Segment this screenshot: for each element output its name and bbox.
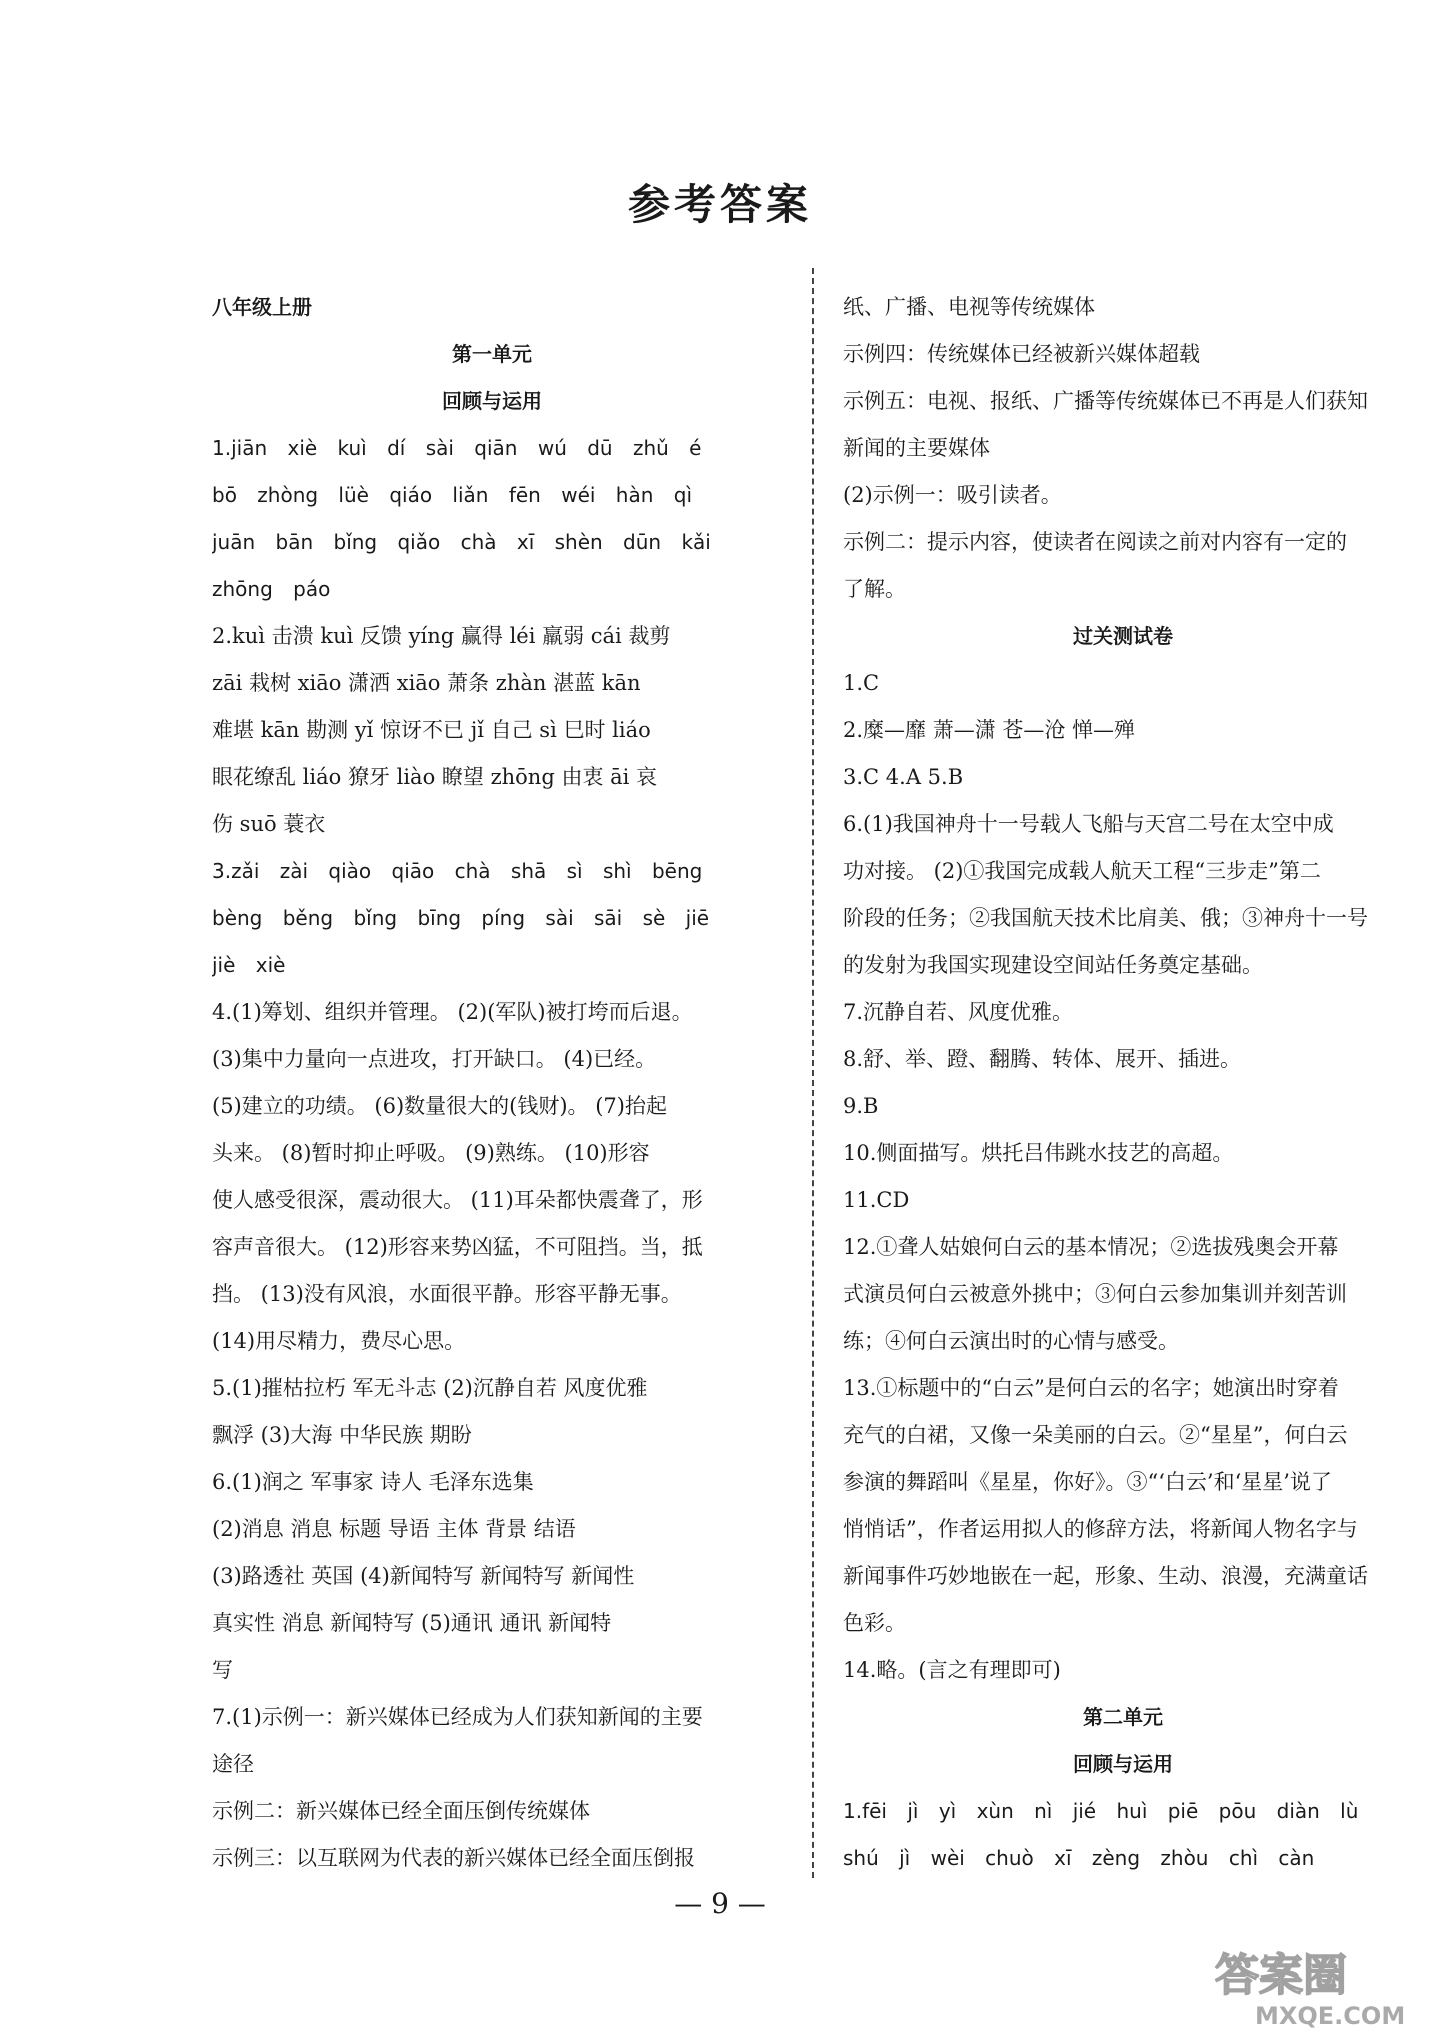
right_column-line: 2.糜—靡 萧—潇 苍—沧 惮—殚: [843, 718, 1136, 742]
right_column-line: 功对接。 (2)①我国完成载人航天工程“三步走”第二: [843, 859, 1321, 883]
right_column-line: 14.略。(言之有理即可): [843, 1658, 1061, 1682]
left_column-line: 难堪 kān 勘测 yǐ 惊讶不已 jǐ 自己 sì 巳时 liáo: [212, 718, 651, 742]
page-title: 参考答案: [627, 180, 812, 229]
left_column-line: (3)路透社 英国 (4)新闻特写 新闻特写 新闻性: [212, 1564, 635, 1588]
left_column-line: zhōng páo: [212, 577, 331, 601]
right_column-line: 1.fēi jì yì xùn nì jié huì piē pōu diàn lù: [843, 1799, 1359, 1823]
left_column-line: 示例三：以互联网为代表的新兴媒体已经全面压倒报: [212, 1846, 695, 1870]
left_column-line: 八年级上册: [212, 295, 312, 319]
left_column-line: 伤 suō 蓑衣: [212, 812, 326, 836]
page-number: — 9 —: [674, 1887, 766, 1920]
right_column-line: 1.C: [843, 671, 880, 695]
left_column-line: 5.(1)摧枯拉朽 军无斗志 (2)沉静自若 风度优雅: [212, 1376, 648, 1400]
left_column-line: 真实性 消息 新闻特写 (5)通讯 通讯 新闻特: [212, 1611, 612, 1635]
watermark-logo: [1207, 1938, 1422, 2033]
right_column-line: 充气的白裙，又像一朵美丽的白云。②“星星”，何白云: [843, 1423, 1348, 1447]
right_column-line: 示例四：传统媒体已经被新兴媒体超载: [843, 342, 1200, 366]
right_column-line: 过关测试卷: [1073, 624, 1173, 648]
watermark-url: MXQE.COM: [1255, 2002, 1406, 2030]
right_column-line: 式演员何白云被意外挑中；③何白云参加集训并刻苦训: [843, 1282, 1347, 1306]
column-divider: [812, 268, 814, 1878]
right_column-line: 8.舒、举、蹬、翻腾、转体、展开、插进。: [843, 1047, 1242, 1071]
right_column-line: (2)示例一：吸引读者。: [843, 483, 1062, 507]
left_column-line: 途径: [212, 1752, 254, 1776]
right_column-line: 新闻的主要媒体: [843, 436, 990, 460]
left_column-line: 7.(1)示例一：新兴媒体已经成为人们获知新闻的主要: [212, 1705, 703, 1729]
right_column-line: 10.侧面描写。烘托吕伟跳水技艺的高超。: [843, 1141, 1234, 1165]
left_column-line: 2.kuì 击溃 kuì 反馈 yíng 赢得 léi 羸弱 cái 裁剪: [212, 624, 671, 648]
left_column-line: 3.zǎi zài qiào qiāo chà shā sì shì bēng: [212, 859, 703, 883]
right_column-line: 练；④何白云演出时的心情与感受。: [843, 1329, 1179, 1353]
left_column-line: 1.jiān xiè kuì dí sài qiān wú dū zhǔ é: [212, 436, 702, 460]
right_column-line: 新闻事件巧妙地嵌在一起，形象、生动、浪漫，充满童话: [843, 1564, 1368, 1588]
right_column-line: 示例五：电视、报纸、广播等传统媒体已不再是人们获知: [843, 389, 1368, 413]
left_column-line: bō zhòng lüè qiáo liǎn fēn wéi hàn qì: [212, 483, 692, 507]
right_column-line: 3.C 4.A 5.B: [843, 765, 964, 789]
right_column-line: shú jì wèi chuò xī zèng zhòu chì càn: [843, 1846, 1315, 1870]
left_column-line: (3)集中力量向一点进攻，打开缺口。 (4)已经。: [212, 1047, 657, 1071]
right_column-line: 参演的舞蹈叫《星星，你好》。③“‘白云’和‘星星’说了: [843, 1470, 1332, 1494]
left_column-line: 写: [212, 1658, 233, 1682]
right_column-line: 悄悄话”，作者运用拟人的修辞方法，将新闻人物名字与: [843, 1517, 1358, 1541]
right_column-line: 11.CD: [843, 1188, 910, 1212]
left_column-line: 第一单元: [452, 342, 532, 366]
left_column-line: 使人感受很深，震动很大。 (11)耳朵都快震聋了，形: [212, 1188, 703, 1212]
right_column-line: 色彩。: [843, 1611, 906, 1635]
left_column-line: juān bān bǐng qiǎo chà xī shèn dūn kǎi: [212, 530, 711, 554]
left_column-line: (2)消息 消息 标题 导语 主体 背景 结语: [212, 1517, 576, 1541]
right_column-line: 的发射为我国实现建设空间站任务奠定基础。: [843, 953, 1263, 977]
left_column-line: 6.(1)润之 军事家 诗人 毛泽东选集: [212, 1470, 534, 1494]
right-column: [843, 284, 1403, 1882]
right_column-line: 第二单元: [1083, 1705, 1163, 1729]
left_column-line: 容声音很大。 (12)形容来势凶猛，不可阻挡。当，抵: [212, 1235, 703, 1259]
left_column-line: (14)用尽精力，费尽心思。: [212, 1329, 466, 1353]
right_column-line: 示例二：提示内容，使读者在阅读之前对内容有一定的: [843, 530, 1347, 554]
right_column-line: 12.①聋人姑娘何白云的基本情况；②选拔残奥会开幕: [843, 1235, 1339, 1259]
left_column-line: (5)建立的功绩。 (6)数量很大的(钱财)。 (7)抬起: [212, 1094, 667, 1118]
left_column-line: zāi 栽树 xiāo 潇洒 xiāo 萧条 zhàn 湛蓝 kān: [212, 671, 641, 695]
right_column-line: 6.(1)我国神舟十一号载人飞船与天宫二号在太空中成: [843, 812, 1334, 836]
right_column-line: 7.沉静自若、风度优雅。: [843, 1000, 1074, 1024]
right_column-line: 回顾与运用: [1073, 1752, 1173, 1776]
right_column-line: 9.B: [843, 1094, 879, 1118]
left_column-line: 头来。 (8)暂时抑止呼吸。 (9)熟练。 (10)形容: [212, 1141, 650, 1165]
left_column-line: 示例二：新兴媒体已经全面压倒传统媒体: [212, 1799, 590, 1823]
right_column-line: 了解。: [843, 577, 906, 601]
watermark-text: 答案圈: [1215, 1950, 1347, 2001]
right_column-line: 阶段的任务；②我国航天技术比肩美、俄；③神舟十一号: [843, 906, 1368, 930]
right_column-line: 13.①标题中的“白云”是何白云的名字；她演出时穿着: [843, 1376, 1339, 1400]
left_column-line: 飘浮 (3)大海 中华民族 期盼: [212, 1423, 472, 1447]
left_column-line: 挡。 (13)没有风浪，水面很平静。形容平静无事。: [212, 1282, 682, 1306]
left_column-line: 眼花缭乱 liáo 獠牙 liào 瞭望 zhōng 由衷 āi 哀: [212, 765, 658, 789]
left_column-line: jiè xiè: [212, 953, 286, 977]
left_column-line: bèng běng bǐng bīng píng sài sāi sè jiē: [212, 906, 710, 930]
left-column: [212, 284, 772, 1882]
left_column-line: 4.(1)筹划、组织并管理。 (2)(军队)被打垮而后退。: [212, 1000, 693, 1024]
right_column-line: 纸、广播、电视等传统媒体: [843, 295, 1095, 319]
left_column-line: 回顾与运用: [442, 389, 542, 413]
